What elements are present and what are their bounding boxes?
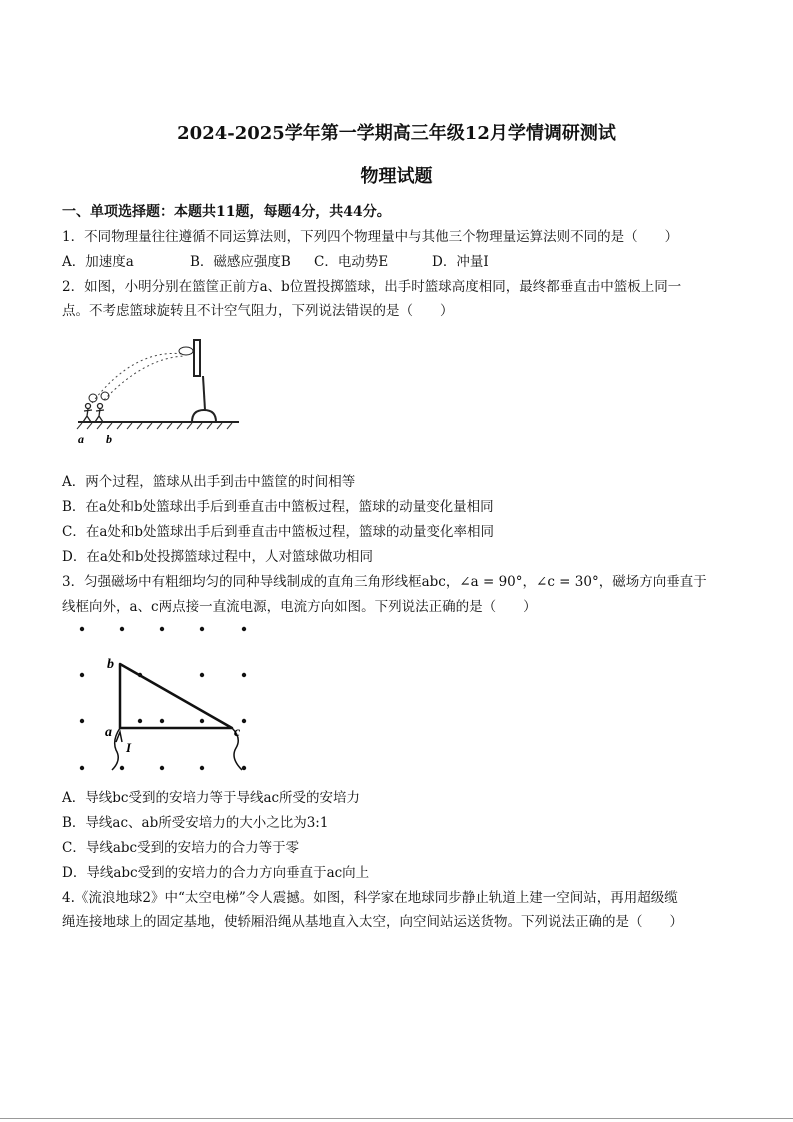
- q2-option-c[interactable]: C．在a处和b处篮球出手后到垂直击中篮板过程，篮球的动量变化率相同: [62, 524, 495, 540]
- magnetic-field-figure: [72, 620, 267, 780]
- vertex-a-label: a: [105, 725, 112, 740]
- vertex-b-label: b: [107, 657, 114, 672]
- q3-option-c[interactable]: C．导线abc受到的安培力的合力等于零: [62, 840, 300, 856]
- q4-stem-line2: 绳连接地球上的固定基地，使轿厢沿绳从基地直入太空，向空间站运送货物。下列说法正确的是（ ）: [62, 914, 683, 930]
- section-heading: 一、单项选择题：本题共11题，每题4分，共44分。: [62, 204, 391, 220]
- q1-option-c[interactable]: C．电动势E: [314, 254, 389, 270]
- q2-stem-line2: 点。不考虑篮球旋转且不计空气阻力，下列说法错误的是（ ）: [62, 303, 454, 319]
- label-a: a: [78, 432, 84, 446]
- q4-stem-line1: 4.《流浪地球2》中“太空电梯”令人震撼。如图，科学家在地球同步静止轨道上建一空间站，再用超级缆: [62, 890, 678, 906]
- q3-stem-line2: 线框向外，a、c两点接一直流电源，电流方向如图。下列说法正确的是（ ）: [62, 599, 537, 615]
- q2-stem-line1: 2．如图，小明分别在篮筐正前方a、b位置投掷篮球，出手时篮球高度相同，最终都垂直击中篮板上同一: [62, 279, 682, 295]
- q3-option-b[interactable]: B．导线ac、ab所受安培力的大小之比为3:1: [62, 815, 329, 831]
- exam-subject: 物理试题: [360, 166, 433, 187]
- basketball-figure: [74, 338, 244, 450]
- page-bottom-rule: [0, 1118, 793, 1119]
- current-label: I: [126, 740, 132, 755]
- q1-option-b[interactable]: B．磁感应强度B: [190, 254, 291, 270]
- q1-option-d[interactable]: D．冲量I: [432, 254, 489, 270]
- q1-option-a[interactable]: A．加速度a: [62, 254, 134, 270]
- q1-stem: 1．不同物理量往往遵循不同运算法则，下列四个物理量中与其他三个物理量运算法则不同的是（ ）: [62, 229, 679, 245]
- q3-option-d[interactable]: D．导线abc受到的安培力的合力方向垂直于ac向上: [62, 865, 370, 881]
- q3-option-a[interactable]: A．导线bc受到的安培力等于导线ac所受的安培力: [62, 790, 361, 806]
- label-b: b: [106, 432, 112, 446]
- vertex-c-label: c: [234, 725, 241, 740]
- q1-options: [62, 253, 489, 271]
- q3-stem-line1: 3．匀强磁场中有粗细均匀的同种导线制成的直角三角形线框abc，∠a = 90°，∠c = 30°，磁场方向垂直于: [62, 574, 707, 590]
- q2-option-a[interactable]: A．两个过程，篮球从出手到击中篮筐的时间相等: [62, 474, 356, 490]
- q2-option-d[interactable]: D．在a处和b处投掷篮球过程中，人对篮球做功相同: [62, 549, 374, 565]
- exam-title: 2024-2025学年第一学期高三年级12月学情调研测试: [177, 123, 616, 144]
- q2-option-b[interactable]: B．在a处和b处篮球出手后到垂直击中篮板过程，篮球的动量变化量相同: [62, 499, 494, 515]
